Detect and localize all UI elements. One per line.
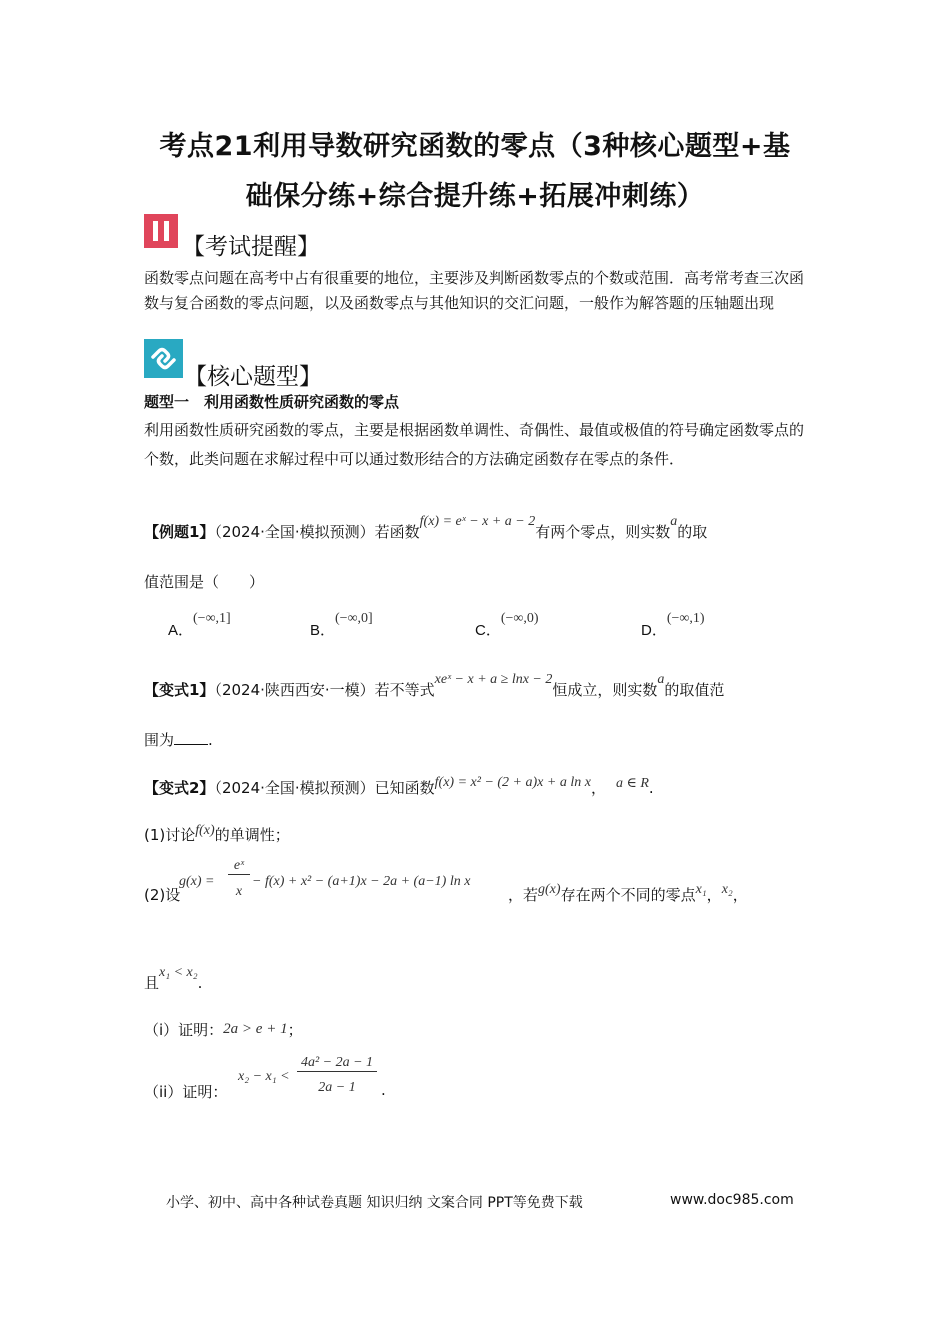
example1-source: （2024·全国·模拟预测）若函数	[214, 523, 420, 541]
example1-mid: 有两个零点，则实数	[535, 523, 671, 541]
page-title-line1: 考点21利用导数研究函数的零点（3种核心题型+基	[159, 131, 791, 162]
variant2-tag: 【变式2】	[144, 779, 215, 797]
example1-line1	[144, 514, 708, 542]
question2-line1	[144, 884, 180, 905]
variant1-line2-suffix: .	[208, 731, 213, 749]
variant1-mid: 恒成立，则实数	[552, 681, 658, 699]
question2-mid: ，若	[508, 886, 539, 904]
question2-formula-rest: − f(x) + x² − (a+1)x − 2a + (a−1) ln x	[252, 874, 471, 889]
reminder-heading: 【考试提醒】	[182, 234, 320, 260]
proof1	[144, 1019, 303, 1040]
proof2-lhs: x₂ − x₁ <	[238, 1069, 290, 1084]
footer-link[interactable]: www.doc985.com	[670, 1192, 794, 1208]
variant1-formula: xeˣ − x + a ≥ lnx − 2	[434, 672, 553, 687]
proof2-denominator: 2a − 1	[318, 1080, 356, 1095]
proof1-formula: 2a > e + 1	[223, 1021, 288, 1037]
page-title-line2: 础保分练+综合提升练+拓展冲刺练）	[245, 181, 705, 212]
question2-line2	[144, 965, 203, 993]
question1-prefix: (1)讨论	[144, 826, 196, 844]
variant1-line2-prefix: 围为	[144, 731, 175, 749]
variant2-condition: a ∈ R	[615, 776, 649, 791]
variant1-line2	[144, 729, 213, 750]
question2-inequality: x₁ < x₂	[159, 965, 198, 980]
proof2-suffix: .	[381, 1081, 386, 1099]
option-a-value: (−∞,1]	[193, 611, 231, 626]
option-c-value: (−∞,0)	[500, 611, 539, 626]
question2-dot: .	[197, 974, 203, 992]
variant2-sep: ，	[590, 779, 606, 797]
example1-var: a	[670, 514, 678, 529]
option-b-value: (−∞,0]	[335, 611, 373, 626]
option-a[interactable]	[168, 611, 231, 640]
type1-title: 题型一 利用函数性质研究函数的零点	[144, 393, 400, 411]
variant2-formula: f(x) = x² − (2 + a)x + a ln x	[434, 775, 591, 790]
question2-tail	[508, 884, 748, 905]
question1-suffix: 的单调性；	[214, 826, 290, 844]
question2-g-def: g(x) =	[179, 874, 215, 889]
variant2-end: .	[648, 779, 654, 797]
proof2-numerator: 4a² − 2a − 1	[297, 1055, 377, 1072]
question2-gx: g(x)	[538, 882, 561, 897]
question2-x2: x₂	[721, 882, 733, 897]
type1-description: 利用函数性质研究函数的零点，主要是根据函数单调性、奇偶性、最值或极值的符号确定函数零点的个数，此类问题在求解过程中可以通过数形结合的方法确定函数存在零点的条件．	[144, 421, 805, 468]
core-heading: 【核心题型】	[184, 364, 322, 390]
example1-end: 的取	[677, 523, 708, 541]
option-a-label: A．	[168, 622, 194, 639]
variant2-source: （2024·全国·模拟预测）已知函数	[214, 779, 435, 797]
question2-comma2: ，	[732, 886, 748, 904]
proof2-prefix: （ii）证明：	[144, 1083, 228, 1101]
proof1-suffix: ；	[287, 1021, 303, 1039]
question2-and: 且	[144, 974, 160, 992]
variant1-var: a	[657, 672, 665, 687]
option-b[interactable]	[310, 611, 373, 640]
variant1-tag: 【变式1】	[144, 681, 215, 699]
variant1-source: （2024·陕西西安·一模）若不等式	[214, 681, 435, 699]
pause-bars-icon	[144, 214, 178, 248]
option-d-label: D．	[641, 622, 667, 639]
question2-comma1: ，	[706, 886, 722, 904]
question2-prefix: (2)设	[144, 886, 181, 904]
footer-text: 小学、初中、高中各种试卷真题 知识归纳 文案合同 PPT等免费下载	[166, 1195, 583, 1211]
variant1-end: 的取值范	[664, 681, 725, 699]
reminder-text: 函数零点问题在高考中占有很重要的地位，主要涉及判断函数零点的个数或范围．高考常考查三次函数与复合函数的零点问题，以及函数零点与其他知识的交汇问题，一般作为解答题的压轴题出现	[144, 269, 805, 312]
question1	[144, 824, 290, 845]
example1-line2: 值范围是（ ）	[144, 573, 265, 591]
example1-tag: 【例题1】	[144, 523, 215, 541]
option-d-value: (−∞,1)	[666, 611, 705, 626]
example1-formula: f(x) = eˣ − x + a − 2	[419, 514, 536, 529]
link-icon	[144, 339, 183, 378]
question2-fraction-numerator: eˣ	[228, 858, 250, 875]
answer-blank[interactable]	[174, 730, 208, 745]
proof1-prefix: （i）证明：	[144, 1021, 224, 1039]
question2-x1: x₁	[695, 882, 707, 897]
option-c[interactable]	[475, 611, 539, 640]
question2-post: 存在两个不同的零点	[560, 886, 696, 904]
question2-fraction-denominator: x	[235, 884, 243, 899]
variant2-line1	[144, 777, 654, 798]
option-d[interactable]	[641, 611, 705, 640]
option-c-label: C．	[475, 622, 501, 639]
question1-formula: f(x)	[195, 823, 215, 838]
variant1-line1	[144, 672, 725, 700]
option-b-label: B．	[310, 622, 336, 639]
